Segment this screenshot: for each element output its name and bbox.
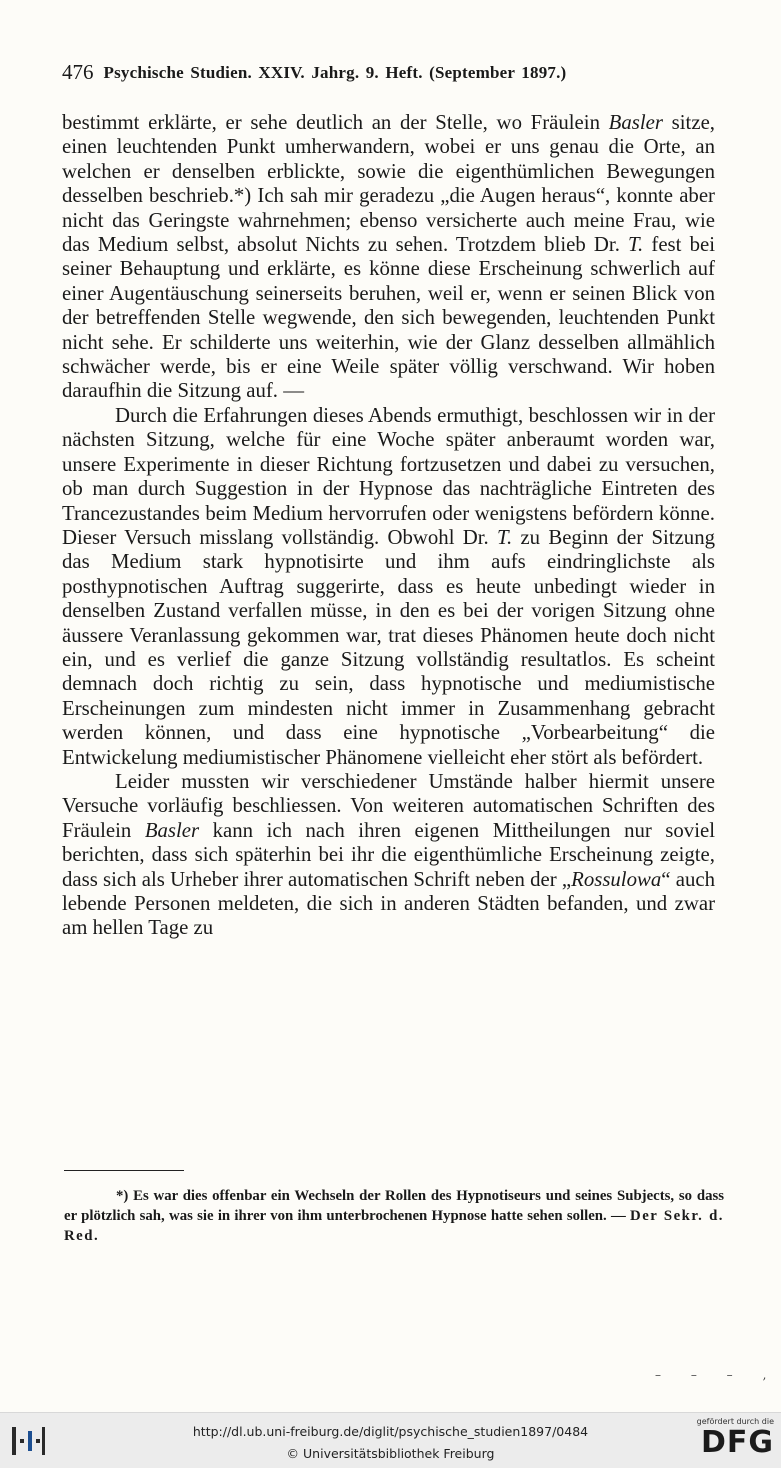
paragraph-text: “ auch lebende Personen meldeten, die sich in anderen Städten befanden, und zwar am hellen Tage zu (62, 867, 715, 940)
footnote (64, 1186, 724, 1246)
emphasized-name: T. (496, 525, 513, 549)
viewer-footer-bar (0, 1412, 781, 1468)
footnote-signature: Der Sekr. d. Red. (64, 1208, 724, 1244)
emphasized-name: T. (628, 233, 644, 257)
page-number: 476 (62, 60, 94, 84)
dfg-caption: gefördert durch die (696, 1417, 774, 1426)
running-head-title: Psychische Studien. XXIV. Jahrg. 9. Heft. (September 1897.) (103, 63, 567, 82)
emphasized-name: Basler (144, 818, 200, 842)
paragraph-text: Leider mussten wir verschiedener Umstände halber hiermit unsere Versuche vorläufig beschliessen. Von weiteren automatischen Schriften des Fräulein (62, 769, 715, 842)
page-marks: – – – ‚ (655, 1368, 767, 1382)
copyright-notice: © Universitätsbibliothek Freiburg (286, 1446, 495, 1461)
paragraph-text: sitze, einen leuchtenden Punkt umherwandern, wobei er uns genau die Orte, an welchen er denselben erblickte, sowie die eigenthümlichen Bewegungen desselben beschrieb.*) Ich sah mir geradezu „die Augen heraus“, konnte aber nicht das Geringste wahrnehmen; ebenso versicherte auch meine Frau, wie das Medium selbst, absolut Nichts zu sehen. Trotzdem blieb Dr. (62, 111, 715, 257)
paragraph-text: kann ich nach ihren eigenen Mittheilungen nur soviel berichten, dass sich späterhin bei ihr die eigenthümliche Erscheinung zeigte, dass sich als Urheber ihrer automatischen Schrift neben der „ (62, 818, 715, 891)
paragraph-text: bestimmt erklärte, er sehe deutlich an der Stelle, wo Fräulein (62, 111, 609, 134)
permalink-url[interactable]: http://dl.ub.uni-freiburg.de/diglit/psychische_studien1897/0484 (192, 1424, 589, 1439)
main-text (62, 111, 715, 941)
running-header (62, 60, 720, 86)
footnote-rule (64, 1170, 184, 1171)
footnote-text: *) Es war dies offenbar ein Wechseln der Rollen des Hypnotiseurs und seines Subjects, so dass er plötzlich sah, was sie in ihrer von ihm unterbrochenen Hypnose hatte sehen sollen. — (64, 1188, 724, 1224)
paragraph (62, 111, 715, 404)
emphasized-name: Rossulowa (571, 867, 662, 891)
dfg-mark: DFG (700, 1425, 774, 1460)
paragraph (62, 404, 715, 770)
emphasized-name: Basler (608, 111, 663, 134)
paragraph-text: fest bei seiner Behauptung und erklärte, es könne diese Erscheinung schwerlich auf einer Augentäuschung seinerseits beruhen, weil er, wenn er seinen Blick von der betreffenden Stelle wegwende, den sich bewegenden, leuchtenden Punkt nicht sehe. Er schilderte uns weiterhin, wie der Glanz desselben allmählich schwächer werde, bis er eine Weile später völlig verschwand. Wir hoben daraufhin die Sitzung auf. — (62, 233, 715, 403)
paragraph (62, 770, 715, 941)
dfg-logo (690, 1417, 774, 1465)
paragraph-text: Durch die Erfahrungen dieses Abends ermuthigt, beschlossen wir in der nächsten Sitzung, welche für eine Woche später anberaumt worden war, unsere Experimente in dieser Richtung fortzusetzen und dabei zu versuchen, ob man durch Suggestion in der Hypnose das nachträgliche Eintreten des Trancezustandes beim Medium hervorrufen oder wenigstens befördern könne. Dieser Versuch misslang vollständig. Obwohl Dr. (62, 403, 715, 549)
paragraph-text: zu Beginn der Sitzung das Medium stark hypnotisirte und ihm aufs eindringlichste als posthypnotischen Auftrag suggerirte, dass es heute unbedingt wieder in denselben Zustand verfallen müsse, in den es bei der vorigen Sitzung ohne äussere Veranlassung gekommen war, trat dieses Phänomen heute doch nicht ein, und es verlief die ganze Sitzung vollständig resultatlos. Es scheint demnach doch richtig zu sein, dass hypnotische und mediumistische Erscheinungen zum mindesten nicht immer in Zusammenhang gebracht werden können, und dass eine hypnotische „Vorbearbeitung“ die Entwickelung mediumistischer Phänomene vielleicht eher stört als befördert. (62, 525, 716, 769)
